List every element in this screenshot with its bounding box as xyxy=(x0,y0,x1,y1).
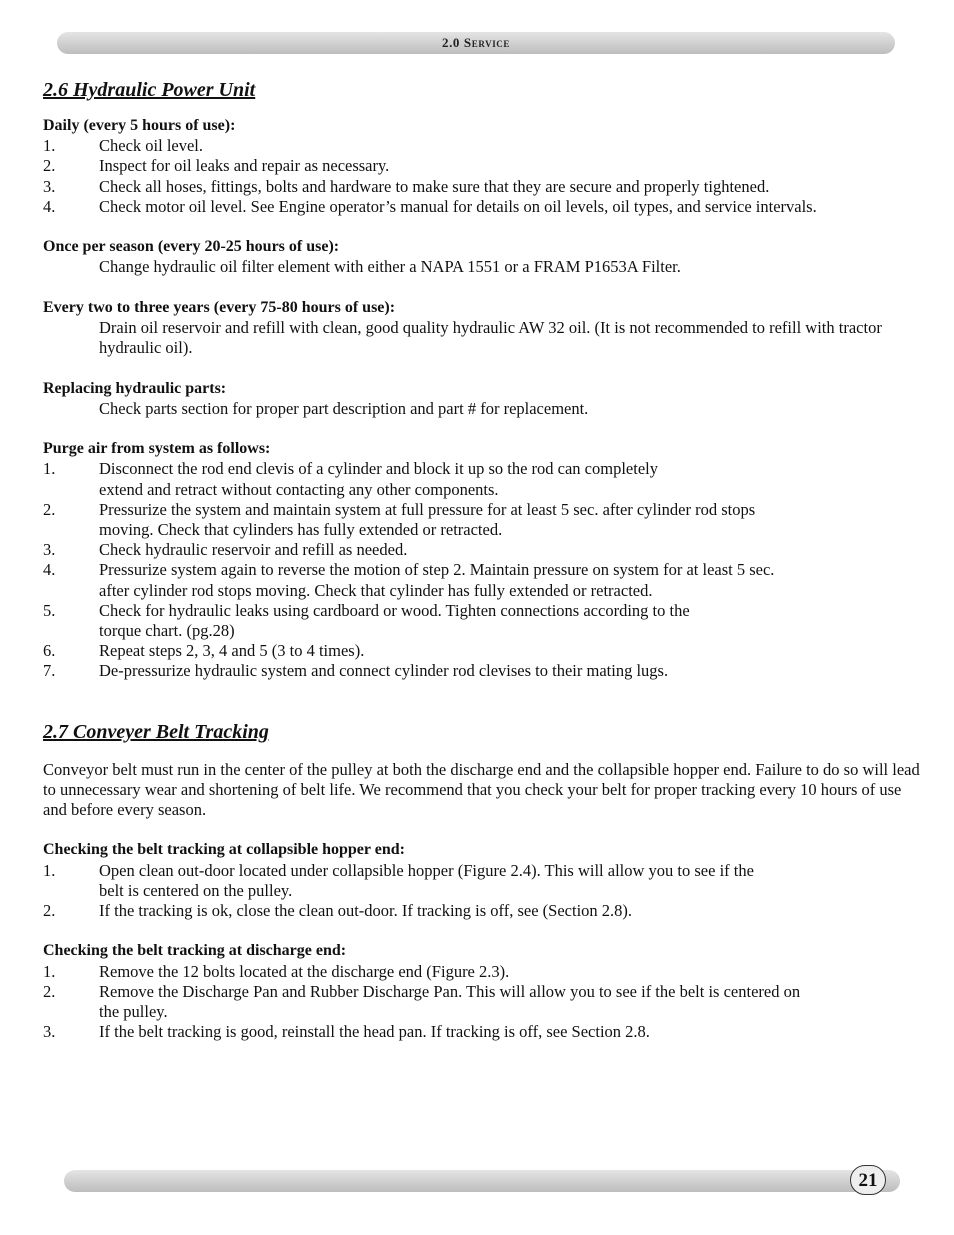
section-2-7-title: 2.7 Conveyer Belt Tracking xyxy=(43,720,269,743)
season-text: Change hydraulic oil filter element with either a NAPA 1551 or a FRAM P1653A Filter. xyxy=(99,257,681,277)
purge-heading: Purge air from system as follows: xyxy=(43,440,271,458)
list-item: 3. If the belt tracking is good, reinstall the head pan. If tracking is off, see Section 2.8. xyxy=(43,1022,650,1042)
footer-bar xyxy=(64,1170,900,1192)
daily-heading: Daily (every 5 hours of use): xyxy=(43,117,236,134)
hopper-heading: Checking the belt tracking at collapsible hopper end: xyxy=(43,841,405,859)
list-item: 1. Remove the 12 bolts located at the discharge end (Figure 2.3). xyxy=(43,961,510,981)
list-item: 7. De-pressurize hydraulic system and connect cylinder rod clevises to their mating lugs. xyxy=(43,661,669,681)
header-title: 2.0 Service xyxy=(441,35,511,50)
discharge-list xyxy=(43,962,923,1043)
page-number: 21 xyxy=(850,1165,886,1195)
years-text: Drain oil reservoir and refill with clean, good quality hydraulic AW 32 oil. (It is not recommended to refill with tractor hydraulic oil). xyxy=(99,318,882,358)
purge-list xyxy=(43,459,923,681)
section-2-7-intro: Conveyor belt must run in the center of the pulley at both the discharge end and the collapsible hopper end. Failure to do so will lead to unnecessary wear and shortening of belt life. We recommend that you check your belt for proper tracking every 10 hours of use and before every season. xyxy=(43,759,920,820)
replacing-heading: Replacing hydraulic parts: xyxy=(43,379,227,397)
list-item: 2. Remove the Discharge Pan and Rubber Discharge Pan. This will allow you to see if the belt is centered on the pulley. xyxy=(43,981,801,1022)
list-item: 4. Pressurize system again to reverse the motion of step 2. Maintain pressure on system for at least 5 sec. after cylinder rod stops moving. Check that cylinder has fully extended or retracted. xyxy=(43,560,775,600)
section-2-6-title: 2.6 Hydraulic Power Unit xyxy=(43,79,256,101)
list-item: 1. Disconnect the rod end clevis of a cylinder and block it up so the rod can completely extend and retract without contacting any other components. xyxy=(43,459,658,499)
years-heading: Every two to three years (every 75-80 hours of use): xyxy=(43,298,396,316)
list-item: 3. Check all hoses, fittings, bolts and hardware to make sure that they are secure and properly tightened. xyxy=(43,176,770,196)
list-item: 1. Check oil level. xyxy=(43,136,204,156)
season-heading: Once per season (every 20-25 hours of use): xyxy=(43,238,340,256)
list-item: 5. Check for hydraulic leaks using cardboard or wood. Tighten connections according to the torque chart. (pg.28) xyxy=(43,600,690,641)
header-bar xyxy=(57,32,895,54)
discharge-heading: Checking the belt tracking at discharge end: xyxy=(43,942,347,960)
page-content xyxy=(43,78,923,1042)
list-item: 2. Inspect for oil leaks and repair as necessary. xyxy=(43,156,390,176)
list-item: 3. Check hydraulic reservoir and refill as needed. xyxy=(43,540,408,560)
list-item: 2. Pressurize the system and maintain system at full pressure for at least 5 sec. after cylinder rod stops moving. Check that cylinders has fully extended or retracted. xyxy=(43,499,756,539)
list-item: 6. Repeat steps 2, 3, 4 and 5 (3 to 4 times). xyxy=(43,641,365,661)
list-item: 2. If the tracking is ok, close the clean out-door. If tracking is off, see (Section 2.8). xyxy=(43,901,633,921)
replacing-text: Check parts section for proper part description and part # for replacement. xyxy=(99,398,589,418)
hopper-list xyxy=(43,861,923,922)
daily-list xyxy=(43,136,923,217)
list-item: 4. Check motor oil level. See Engine operator’s manual for details on oil levels, oil types, and service intervals. xyxy=(43,196,817,216)
list-item: 1. Open clean out-door located under collapsible hopper (Figure 2.4). This will allow you to see if the belt is centered on the pulley. xyxy=(43,860,754,900)
